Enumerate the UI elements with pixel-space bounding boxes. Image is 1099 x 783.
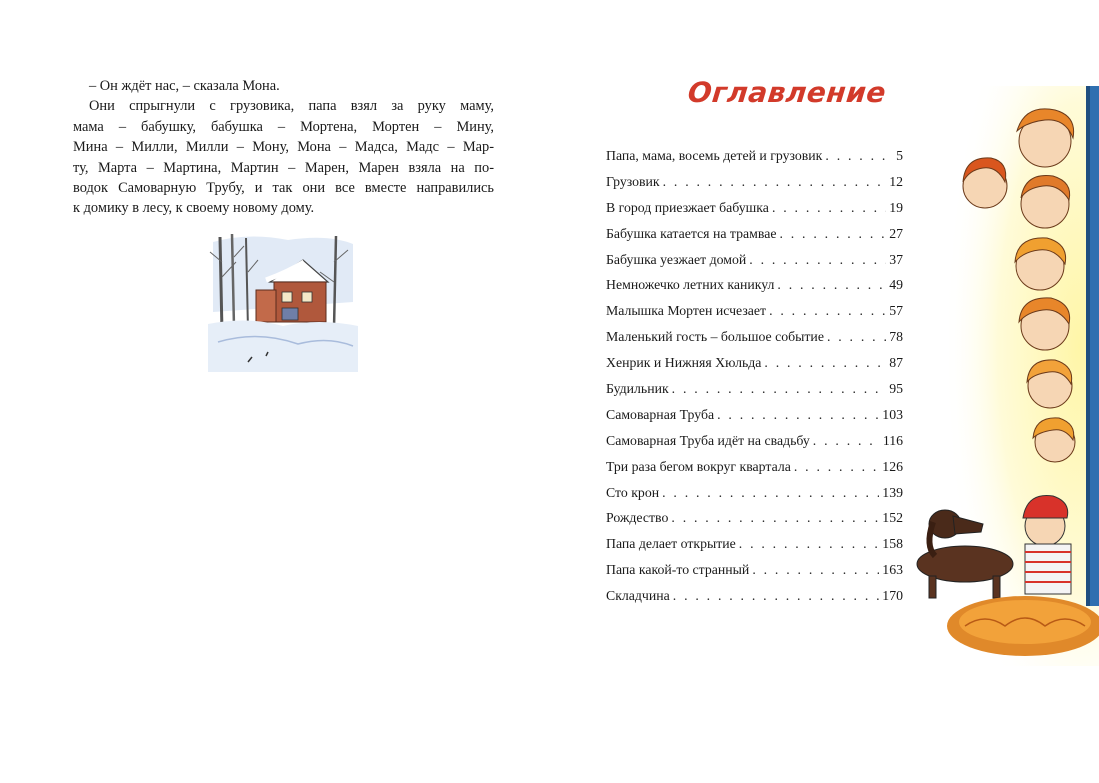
leader-dots	[777, 277, 886, 293]
toc-entry[interactable]	[606, 355, 903, 381]
toc-entry[interactable]	[606, 303, 903, 329]
toc-entry-page: 37	[889, 251, 903, 267]
toc-entry[interactable]	[606, 174, 903, 200]
toc-entry-title: Сто крон	[606, 484, 660, 500]
text-line: Они спрыгнули с грузовика, папа взял за руку маму,	[89, 98, 494, 115]
toc-entry[interactable]	[606, 277, 903, 303]
toc-entry-title: Грузовик	[606, 173, 660, 189]
leader-dots	[739, 536, 880, 552]
toc-entry-title: Складчина	[606, 588, 670, 604]
leader-dots	[672, 381, 887, 397]
toc-entry-title: Будильник	[606, 381, 669, 397]
toc-entry-title: Бабушка катается на трамвае	[606, 225, 777, 241]
toc-entry-page: 27	[889, 225, 903, 241]
leader-dots	[764, 355, 886, 371]
toc-entry-page: 5	[896, 148, 903, 163]
text-line: водок Самоварную Трубу, и так они все вместе направились	[73, 180, 494, 197]
toc-entry-page: 49	[889, 277, 903, 293]
leader-dots	[663, 174, 887, 190]
leader-dots	[827, 329, 886, 345]
toc-entry-page: 152	[882, 510, 903, 526]
leader-dots	[813, 433, 880, 449]
leader-dots	[779, 226, 886, 242]
toc-entry-title: Малышка Мортен исчезает	[606, 303, 767, 319]
toc-entry-page: 103	[882, 406, 903, 422]
toc-entry-title: Самоварная Труба идёт на свадьбу	[606, 432, 810, 448]
toc-entry-page: 78	[889, 329, 903, 345]
leader-dots	[717, 407, 879, 423]
toc-entry-title: Хенрик и Нижняя Хюльда	[606, 355, 762, 371]
winter-house-illustration	[208, 232, 358, 372]
toc-entry-title: В город приезжает бабушка	[606, 199, 769, 215]
leader-dots	[772, 200, 886, 216]
toc-entry[interactable]	[606, 407, 903, 433]
toc-entry[interactable]	[606, 433, 903, 459]
text-line: – Он ждёт нас, – сказала Мона.	[89, 78, 280, 94]
toc-entry-page: 163	[882, 562, 903, 578]
children-and-dog-illustration	[905, 86, 1099, 666]
toc-entry-page: 87	[889, 355, 903, 371]
leader-dots	[749, 252, 886, 268]
left-page	[0, 0, 549, 783]
toc-entry[interactable]	[606, 562, 903, 588]
leader-dots	[752, 562, 879, 578]
toc-entry[interactable]	[606, 329, 903, 355]
toc-entry[interactable]	[606, 252, 903, 278]
leader-dots	[673, 588, 880, 604]
story-text	[73, 76, 494, 219]
toc-entry-title: Папа делает открытие	[606, 536, 736, 552]
toc-entry-page: 19	[889, 199, 903, 215]
toc-entry-title: Папа, мама, восемь детей и грузовик	[606, 148, 823, 163]
toc-entry-page: 126	[882, 458, 903, 474]
toc-entry-page: 116	[882, 432, 903, 448]
leader-dots	[825, 148, 893, 164]
leader-dots	[662, 485, 879, 501]
toc-heading: Оглавление	[686, 76, 888, 109]
toc-entry-page: 57	[889, 303, 903, 319]
toc-entry-title: Немножечко летних каникул	[606, 277, 775, 293]
toc-entry-title: Папа какой-то странный	[606, 562, 750, 578]
toc-entry[interactable]	[606, 588, 903, 614]
toc-entry-title: Рождество	[606, 510, 669, 526]
text-line: мама – бабушку, бабушка – Мортена, Мортен – Мину,	[73, 118, 494, 135]
toc-entry[interactable]	[606, 459, 903, 485]
toc-entry-title: Маленький гость – большое событие	[606, 329, 824, 345]
toc-entry[interactable]	[606, 510, 903, 536]
text-line: к домику в лесу, к своему новому дому.	[73, 200, 315, 217]
toc-entry-page: 139	[882, 484, 903, 500]
leader-dots	[794, 459, 879, 475]
toc-entry-page: 158	[882, 536, 903, 552]
text-line: Мина – Милли, Милли – Мону, Мона – Мадса, Мадс – Мар-	[73, 139, 494, 156]
toc-entry-title: Три раза бегом вокруг квартала	[606, 458, 791, 474]
toc-entry[interactable]	[606, 200, 903, 226]
toc-entry[interactable]	[606, 381, 903, 407]
table-of-contents	[606, 148, 903, 614]
leader-dots	[769, 303, 886, 319]
toc-entry-title: Самоварная Труба	[606, 406, 715, 422]
toc-entry-page: 170	[882, 588, 903, 604]
toc-entry-title: Бабушка уезжает домой	[606, 251, 747, 267]
toc-entry[interactable]	[606, 536, 903, 562]
leader-dots	[671, 510, 879, 526]
toc-entry-page: 12	[889, 173, 903, 189]
toc-entry-page: 95	[889, 381, 903, 397]
toc-entry[interactable]	[606, 485, 903, 511]
toc-entry[interactable]	[606, 226, 903, 252]
text-line: ту, Марта – Мартина, Мартин – Марен, Марен взяла на по-	[73, 159, 494, 176]
toc-entry[interactable]	[606, 148, 903, 174]
